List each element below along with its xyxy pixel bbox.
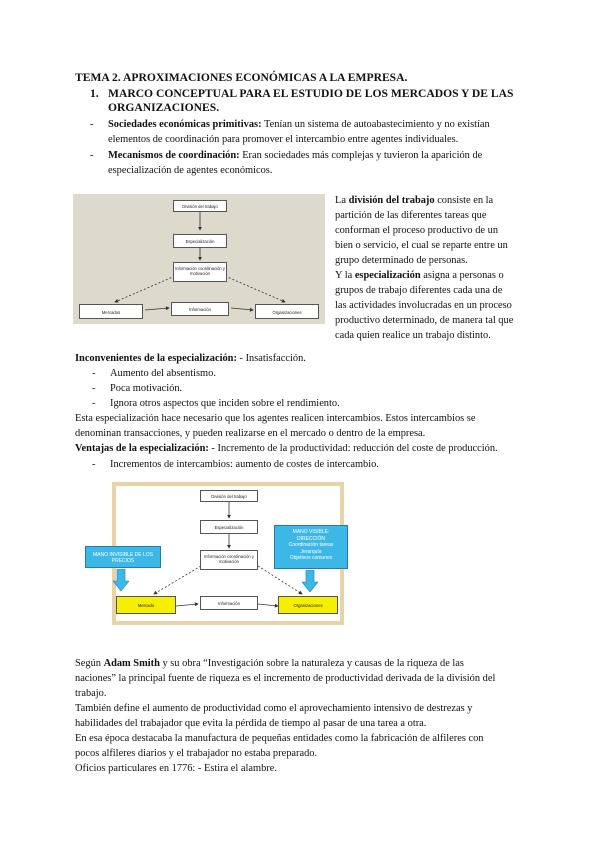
page-title: TEMA 2. APROXIMACIONES ECONÓMICAS A LA EMPRESA.	[75, 71, 408, 84]
arrow-down-cyan-right-icon	[302, 570, 318, 592]
text-pre: La	[335, 195, 349, 206]
inconvenientes-term: Inconvenientes de la especialización:	[75, 353, 237, 364]
arrow-info-organizaciones	[225, 276, 285, 302]
adam-smith-line1	[75, 656, 464, 671]
arrow-down-cyan-left-icon	[113, 569, 129, 591]
ventajas-heading	[75, 441, 498, 456]
arrow-mercados-info	[145, 308, 169, 310]
arrow-info-organizaciones	[258, 566, 302, 594]
right-text-line: productivo determinado, de manera tal que	[335, 315, 514, 326]
box-especializacion: Especialización	[173, 234, 227, 248]
mano-visible-direccion: DIRECCIÓN	[296, 535, 326, 542]
right-text-line: las actividades involucradas en un proceso	[335, 300, 512, 311]
inconveniente-item: Aumento del absentismo.	[110, 368, 216, 379]
box-mercados: Mercados	[79, 304, 143, 319]
bullet-primitivas	[108, 117, 490, 132]
mano-visible-tareas: Coordinación tareas	[288, 542, 334, 548]
division-definition-line1	[335, 193, 493, 208]
box-informacion-coordinacion: Información coordinación y motivación	[173, 262, 227, 282]
box-division: División del trabajo	[200, 490, 258, 502]
term-division: división del trabajo	[348, 195, 435, 206]
ventaja-item: Incrementos de intercambios: aumento de costes de intercambio.	[110, 459, 379, 470]
paragraph-line: También define el aumento de productividad como el aprovechamiento intensivo de destrezas y	[75, 703, 473, 714]
paragraph-line: Oficios particulares en 1776: - Estira el alambre.	[75, 763, 277, 774]
inconvenientes-heading	[75, 351, 306, 366]
box-mercado: Mercado	[116, 596, 176, 614]
box-informacion-coordinacion: Información coordinación y motivación	[200, 550, 258, 570]
bullet-text: Eran sociedades más complejas y tuvieron la aparición de	[239, 150, 483, 161]
inconveniente-item: Poca motivación.	[110, 383, 183, 394]
box-division: División del trabajo	[173, 200, 227, 212]
bullet-term: Mecanismos de coordinación:	[108, 150, 240, 161]
diagram-division-trabajo	[73, 194, 325, 324]
bullet-term: Sociedades económicas primitivas:	[108, 119, 262, 130]
section-title-line1: MARCO CONCEPTUAL PARA EL ESTUDIO DE LOS MERCADOS Y DE LAS	[108, 87, 514, 100]
arrow-info-org	[231, 308, 253, 310]
box-especializacion: Especialización	[200, 520, 258, 534]
right-text-line: partición de las diferentes tareas que	[335, 210, 487, 221]
right-text-line: bien o servicio, el cual se reparte entre un	[335, 240, 508, 251]
text-post: asigna a personas o	[420, 270, 504, 281]
ventajas-rest: - Incremento de la productividad: reducción del coste de producción.	[208, 443, 498, 454]
paragraph-line: denominan transacciones, y pueden realizarse en el mercado o dentro de la empresa.	[75, 428, 426, 439]
bullet-coordinacion-line2: especialización de agentes económicos.	[108, 165, 273, 176]
bullet-dash: -	[90, 119, 94, 130]
paragraph-line: pocos alfileres diarios y el trabajador no estaba preparado.	[75, 748, 318, 759]
bullet-text: Tenían un sistema de autoabastecimiento y no existían	[261, 119, 490, 130]
inconveniente-item: Ignora otros aspectos que inciden sobre el rendimiento.	[110, 398, 340, 409]
box-organizaciones: Organizaciones	[278, 596, 338, 614]
text-pre: Y la	[335, 270, 355, 281]
arrow-info-mercados	[115, 276, 175, 302]
inconvenientes-rest: - Insatisfacción.	[236, 353, 306, 364]
text-post: y su obra “Investigación sobre la naturaleza y causas de la riqueza de las	[159, 658, 464, 669]
box-informacion: Información	[200, 596, 258, 610]
text-post: consiste en la	[434, 195, 494, 206]
bullet-coordinacion	[108, 148, 482, 163]
ventajas-term: Ventajas de la especialización:	[75, 443, 209, 454]
label-mano-visible	[274, 525, 348, 569]
section-number: 1.	[90, 87, 99, 100]
arrow-info-org	[258, 604, 278, 606]
right-text-line: conforman el proceso productivo de un	[335, 225, 499, 236]
label-mano-invisible: MANO INVISIBLE DE LOS PRECIOS	[85, 546, 161, 568]
mano-visible-objetivos: Objetivos comunes	[289, 555, 333, 561]
paragraph-line: naciones” la principal fuente de riqueza es el incremento de productividad derivada de la división del	[75, 673, 496, 684]
term-adam-smith: Adam Smith	[103, 658, 160, 669]
bullet-dash: -	[92, 398, 96, 409]
box-informacion: Información	[171, 302, 229, 316]
text-pre: Según	[75, 658, 104, 669]
paragraph-line: Esta especialización hace necesario que los agentes realicen intercambios. Estos intercambios se	[75, 413, 476, 424]
right-text-line: grupos de trabajo diferentes cada una de	[335, 285, 503, 296]
specialization-definition-line1	[335, 268, 504, 283]
term-especializacion: especialización	[354, 270, 421, 281]
bullet-dash: -	[92, 368, 96, 379]
right-text-line: cada quien realice un trabajo distinto.	[335, 330, 491, 341]
section-title-line2: ORGANIZACIONES.	[108, 101, 220, 114]
bullet-dash: -	[92, 459, 96, 470]
arrow-info-mercado	[154, 566, 201, 594]
paragraph-line: trabajo.	[75, 688, 107, 699]
paragraph-line: En esa época destacaba la manufactura de pequeñas entidades como la fabricación de alfileres con	[75, 733, 484, 744]
bullet-dash: -	[90, 150, 94, 161]
mano-visible-title: MANO VISIBLE:	[292, 529, 330, 535]
arrow-mercado-info	[176, 604, 198, 606]
bullet-primitivas-line2: elementos de coordinación para promover el intercambio entre agentes individuales.	[108, 134, 459, 145]
right-text-line: grupo determinado de personas.	[335, 255, 468, 266]
paragraph-line: habilidades del trabajador que evita la pérdida de tiempo al pasar de una tarea a otra.	[75, 718, 427, 729]
box-organizaciones: Organizaciones	[255, 304, 319, 319]
bullet-dash: -	[92, 383, 96, 394]
mano-visible-jerarquia: Jerarquía	[300, 548, 322, 555]
